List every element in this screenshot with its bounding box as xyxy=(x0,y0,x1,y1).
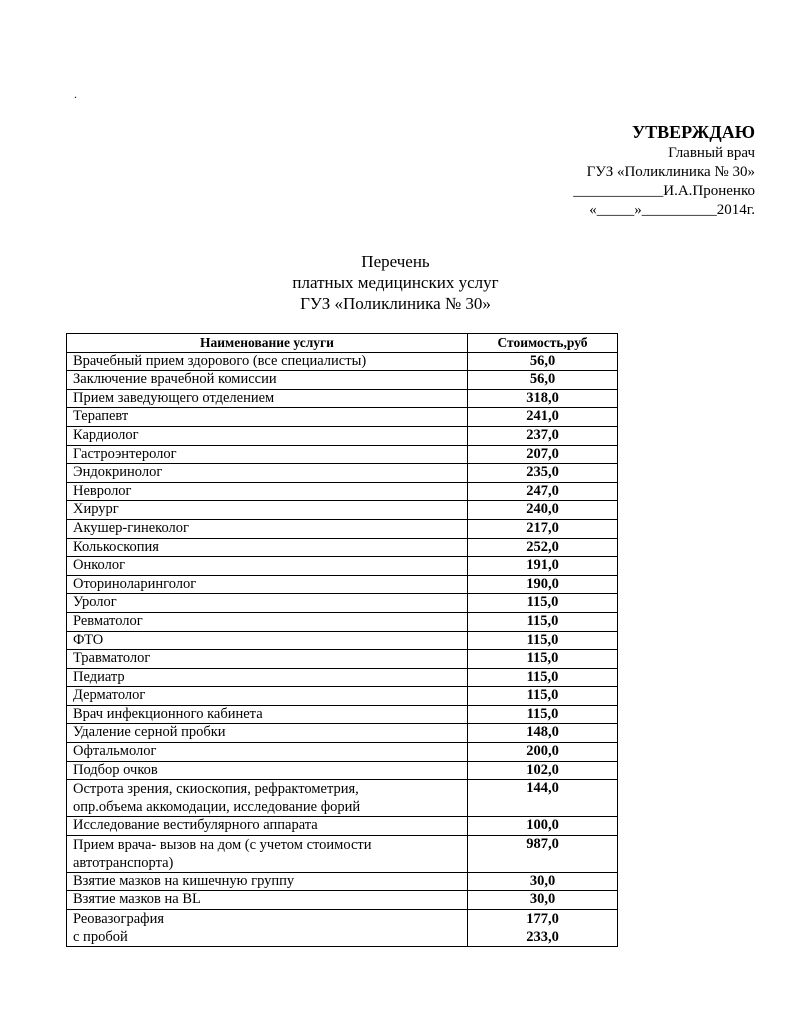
service-cell xyxy=(67,835,468,872)
price-cell: 115,0 xyxy=(468,687,618,706)
price-cell: 190,0 xyxy=(468,575,618,594)
table-row xyxy=(67,445,618,464)
approval-block xyxy=(573,120,755,220)
table-row xyxy=(67,668,618,687)
service-cell-line: автотранспорта) xyxy=(73,854,174,871)
price-cell: 235,0 xyxy=(468,464,618,483)
service-cell: Хирург xyxy=(67,501,468,520)
title-line-1: Перечень xyxy=(361,252,430,271)
price-cell: 56,0 xyxy=(468,352,618,371)
service-cell: Заключение врачебной комиссии xyxy=(67,371,468,390)
service-cell: Невролог xyxy=(67,482,468,501)
table-row xyxy=(67,687,618,706)
table-row xyxy=(67,650,618,669)
price-cell: 30,0 xyxy=(468,891,618,910)
table-row xyxy=(67,817,618,836)
price-cell: 200,0 xyxy=(468,743,618,762)
service-column-header: Наименование услуги xyxy=(67,334,468,353)
service-cell-line: Острота зрения, скиоскопия, рефрактометрия, xyxy=(73,781,359,798)
table-row xyxy=(67,891,618,910)
approval-heading: УТВЕРЖДАЮ xyxy=(631,122,755,142)
service-cell-line: Реовазография xyxy=(73,911,165,928)
table-row xyxy=(67,705,618,724)
service-cell: Кардиолог xyxy=(67,426,468,445)
price-cell: 240,0 xyxy=(468,501,618,520)
service-cell: Педиатр xyxy=(67,668,468,687)
service-cell: Терапевт xyxy=(67,408,468,427)
service-cell: Исследование вестибулярного аппарата xyxy=(67,817,468,836)
table-row xyxy=(67,389,618,408)
table-row xyxy=(67,872,618,891)
price-cell: 30,0 xyxy=(468,872,618,891)
table-row xyxy=(67,575,618,594)
document-title xyxy=(0,251,791,314)
service-cell: Гастроэнтеролог xyxy=(67,445,468,464)
table-header-row xyxy=(67,334,618,353)
price-table-body xyxy=(67,352,618,946)
price-cell: 987,0 xyxy=(468,835,618,872)
approval-signature: ____________И.А.Проненко xyxy=(573,183,755,199)
stray-mark: . xyxy=(74,87,77,101)
title-line-3: ГУЗ «Поликлиника № 30» xyxy=(300,294,491,313)
service-cell: Дерматолог xyxy=(67,687,468,706)
price-cell: 102,0 xyxy=(468,761,618,780)
table-row xyxy=(67,780,618,817)
price-cell: 252,0 xyxy=(468,538,618,557)
price-cell: 191,0 xyxy=(468,557,618,576)
table-row xyxy=(67,371,618,390)
price-cell: 100,0 xyxy=(468,817,618,836)
price-cell: 115,0 xyxy=(468,612,618,631)
service-cell: Офтальмолог xyxy=(67,743,468,762)
service-cell: Взятие мазков на BL xyxy=(67,891,468,910)
table-row xyxy=(67,464,618,483)
table-row xyxy=(67,835,618,872)
service-cell-line: с пробой xyxy=(73,929,128,946)
price-cell: 148,0 xyxy=(468,724,618,743)
service-cell: Акушер-гинеколог xyxy=(67,519,468,538)
service-cell xyxy=(67,780,468,817)
table-row xyxy=(67,426,618,445)
table-row xyxy=(67,501,618,520)
service-cell-line: Прием врача- вызов на дом (с учетом стоимости xyxy=(73,836,372,853)
service-cell: Колькоскопия xyxy=(67,538,468,557)
price-cell: 115,0 xyxy=(468,594,618,613)
price-cell: 56,0 xyxy=(468,371,618,390)
title-line-2: платных медицинских услуг xyxy=(292,273,499,292)
price-cell: 247,0 xyxy=(468,482,618,501)
service-cell: Врачебный прием здорового (все специалисты) xyxy=(67,352,468,371)
price-cell: 318,0 xyxy=(468,389,618,408)
service-cell: Подбор очков xyxy=(67,761,468,780)
service-cell: Онколог xyxy=(67,557,468,576)
price-cell xyxy=(468,910,618,947)
table-row xyxy=(67,724,618,743)
service-cell-line: опр.объема аккомодации, исследование форий xyxy=(73,799,361,816)
price-cell: 237,0 xyxy=(468,426,618,445)
table-row xyxy=(67,631,618,650)
service-cell: Удаление серной пробки xyxy=(67,724,468,743)
service-cell xyxy=(67,910,468,947)
service-cell: Взятие мазков на кишечную группу xyxy=(67,872,468,891)
service-cell: Врач инфекционного кабинета xyxy=(67,705,468,724)
approval-date: «_____»__________2014г. xyxy=(589,202,755,218)
table-row xyxy=(67,612,618,631)
table-row xyxy=(67,408,618,427)
service-cell: Ревматолог xyxy=(67,612,468,631)
approval-position: Главный врач xyxy=(668,145,755,161)
table-row xyxy=(67,594,618,613)
price-cell: 115,0 xyxy=(468,668,618,687)
service-cell: Оториноларинголог xyxy=(67,575,468,594)
table-row xyxy=(67,910,618,947)
price-cell: 144,0 xyxy=(468,780,618,817)
price-cell: 115,0 xyxy=(468,631,618,650)
price-cell-line: 233,0 xyxy=(526,929,559,946)
price-cell-line: 177,0 xyxy=(526,911,559,928)
price-cell: 241,0 xyxy=(468,408,618,427)
table-row xyxy=(67,352,618,371)
service-cell: Прием заведующего отделением xyxy=(67,389,468,408)
price-table xyxy=(66,333,618,947)
table-row xyxy=(67,743,618,762)
approval-organization: ГУЗ «Поликлиника № 30» xyxy=(586,164,755,180)
price-cell: 115,0 xyxy=(468,705,618,724)
price-cell: 115,0 xyxy=(468,650,618,669)
service-cell: ФТО xyxy=(67,631,468,650)
table-row xyxy=(67,519,618,538)
table-row xyxy=(67,557,618,576)
service-cell: Травматолог xyxy=(67,650,468,669)
service-cell: Уролог xyxy=(67,594,468,613)
table-row xyxy=(67,482,618,501)
price-cell: 207,0 xyxy=(468,445,618,464)
table-row xyxy=(67,761,618,780)
service-cell: Эндокринолог xyxy=(67,464,468,483)
price-cell: 217,0 xyxy=(468,519,618,538)
table-row xyxy=(67,538,618,557)
price-column-header: Стоимость,руб xyxy=(468,334,618,353)
